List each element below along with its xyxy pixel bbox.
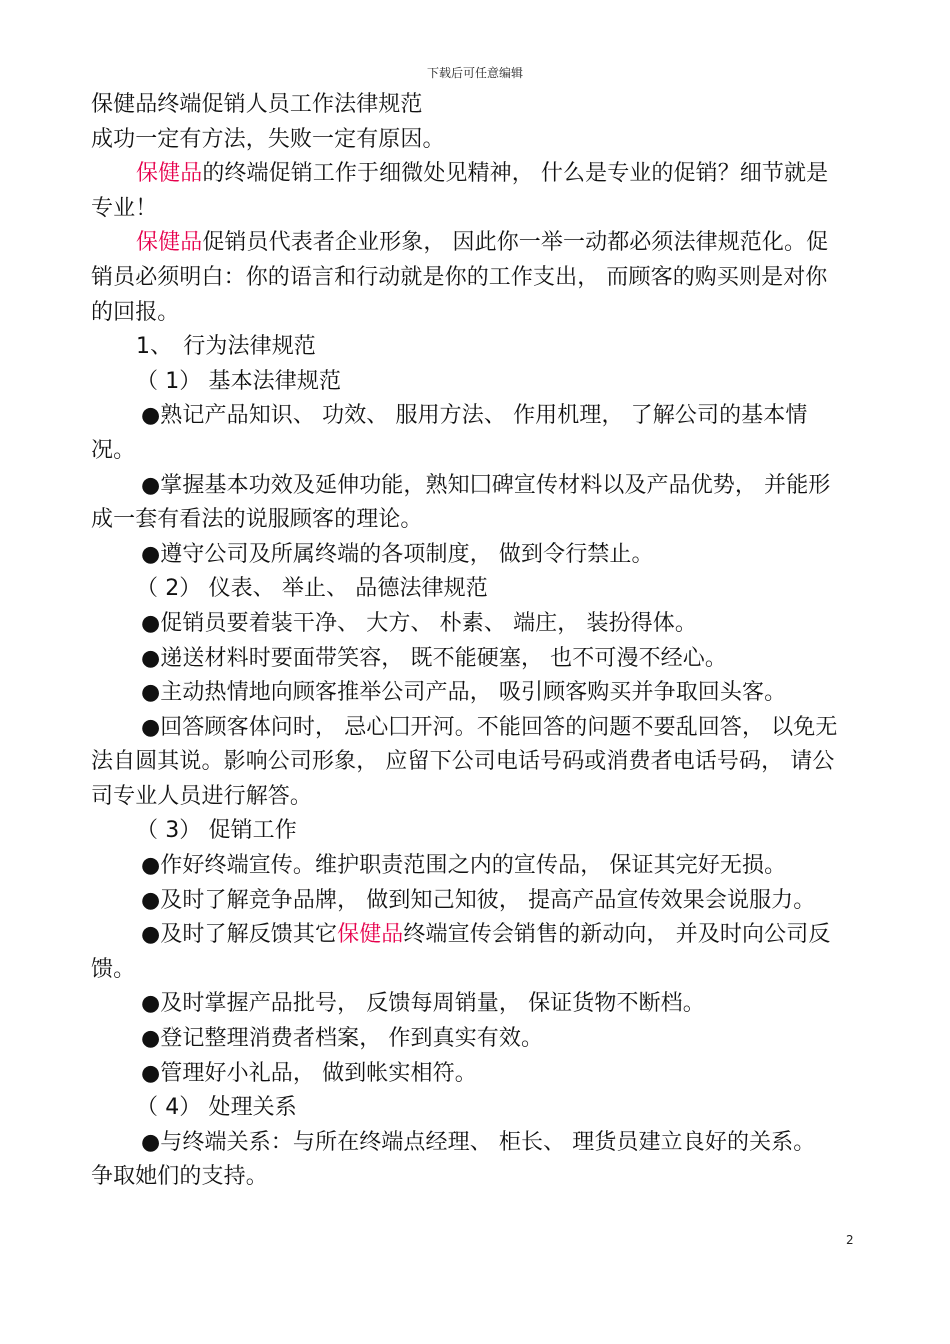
bullet-item: ●递送材料时要面带笑容， 既不能硬塞， 也不可漫不经心。 <box>141 645 727 671</box>
bullet-item: ●作好终端宣传。维护职责范围之内的宣传品， 保证其完好无损。 <box>141 853 787 879</box>
bullet-item: ●促销员要着装干净、 大方、 朴素、 端庄， 装扮得体。 <box>141 610 697 636</box>
bullet-item-cont: 司专业人员进行解答。 <box>91 783 313 809</box>
bullet-text: ●及时了解反馈其它 <box>141 922 338 948</box>
page-number: 2 <box>846 1233 854 1247</box>
para2-line2: 销员必须明白：你的语言和行动就是你的工作支出， 而顾客的购买则是对你 <box>91 264 828 290</box>
document-body <box>91 88 863 1195</box>
bullet-item-cont: 争取她们的支持。 <box>91 1164 268 1190</box>
bullet-item: ●掌握基本功效及延伸功能，熟知囗碑宣传材料以及产品优势， 并能形 <box>141 472 831 498</box>
bullet-item: ●与终端关系：与所在终端点经理、 柜长、 理货员建立良好的关系。 <box>141 1129 816 1155</box>
bullet-item: ●遵守公司及所属终端的各项制度， 做到令行禁止。 <box>141 541 654 567</box>
bullet-item: ●及时掌握产品批号， 反馈每周销量， 保证货物不断档。 <box>141 991 705 1017</box>
keyword-link[interactable]: 保健品 <box>337 922 404 948</box>
keyword-link[interactable]: 保健品 <box>136 230 203 256</box>
bullet-item: ●回答顾客体问时， 忌心囗开河。不能回答的问题不要乱回答， 以免无 <box>141 714 838 740</box>
bullet-item: ●及时了解竞争品牌， 做到知己知彼， 提高产品宣传效果会说服力。 <box>141 887 816 913</box>
doc-motto: 成功一定有方法，失败一定有原因。 <box>91 126 445 152</box>
bullet-item: ●登记整理消费者档案， 作到真实有效。 <box>141 1026 544 1052</box>
bullet-item: ●熟记产品知识、 功效、 服用方法、 作用机理， 了解公司的基本情 <box>141 403 808 429</box>
para2-line1 <box>91 226 863 261</box>
para1-line2: 专业！ <box>91 195 158 221</box>
para1-line1 <box>91 157 863 192</box>
para2-text: 促销员代表者企业形象， 因此你一举一动都必须法律规范化。促 <box>202 230 829 256</box>
section-heading-1: 1、 行为法律规范 <box>136 334 316 360</box>
bullet-item-cont: 况。 <box>91 437 136 463</box>
para1-text: 的终端促销工作于细微处见精神， 什么是专业的促销？细节就是 <box>202 161 829 187</box>
page-header-note: 下载后可任意编辑 <box>426 66 523 80</box>
para2-line3: 的回报。 <box>91 299 180 325</box>
doc-title: 保健品终端促销人员工作法律规范 <box>91 92 423 117</box>
subheading-1: （ 1） 基本法律规范 <box>136 368 342 394</box>
subheading-4: （ 4） 处理关系 <box>136 1095 297 1121</box>
bullet-item-cont: 法自圆其说。影响公司形象， 应留下公司电话号码或消费者电话号码， 请公 <box>91 749 835 775</box>
bullet-text: 终端宣传会销售的新动向， 并及时向公司反 <box>403 922 831 948</box>
bullet-item-cont: 成一套有看法的说服顾客的理论。 <box>91 507 423 533</box>
bullet-item: ●主动热情地向顾客推举公司产品， 吸引顾客购买并争取回头客。 <box>141 680 787 706</box>
bullet-item: ●管理好小礼品， 做到帐实相符。 <box>141 1060 477 1086</box>
subheading-2: （ 2） 仪表、 举止、 品德法律规范 <box>136 576 488 602</box>
bullet-item-cont: 馈。 <box>91 956 136 982</box>
keyword-link[interactable]: 保健品 <box>136 161 203 187</box>
subheading-3: （ 3） 促销工作 <box>136 818 297 844</box>
bullet-item <box>91 918 863 953</box>
